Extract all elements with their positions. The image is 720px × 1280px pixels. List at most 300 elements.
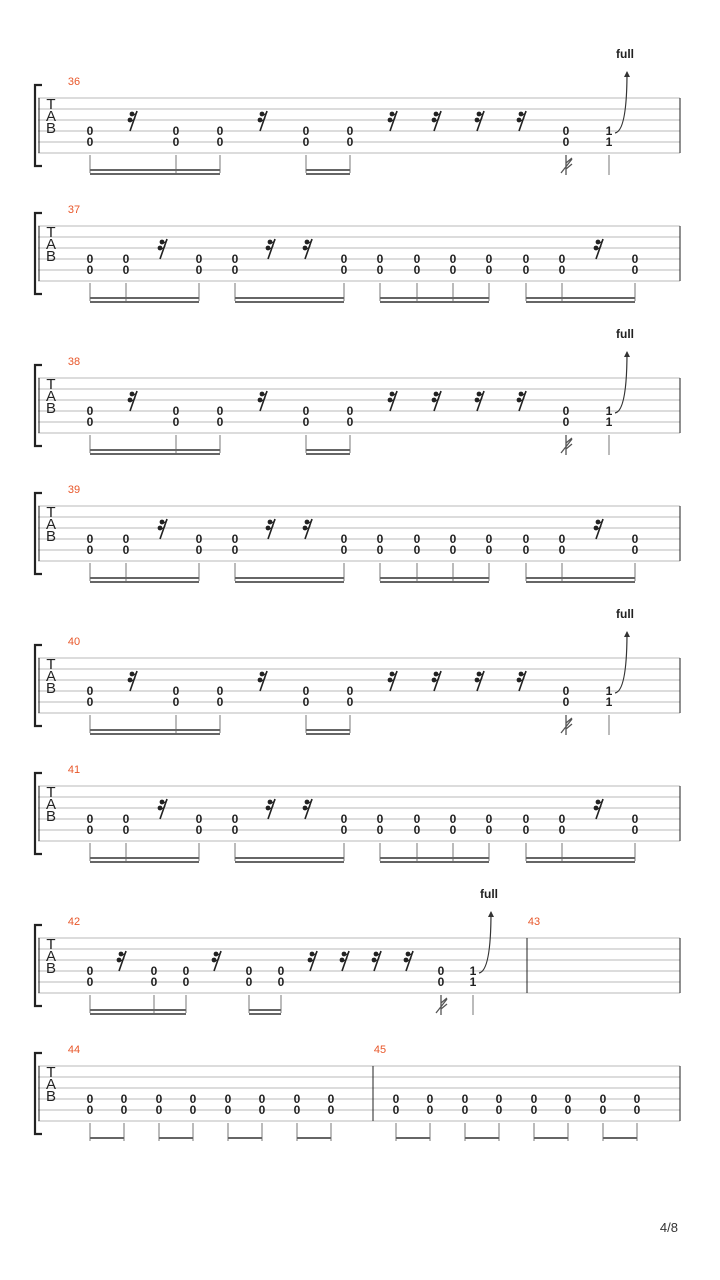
fret-number: 0 — [376, 252, 384, 266]
grace-note-fret: 0 — [562, 695, 570, 709]
fret-number: 0 — [495, 1092, 503, 1106]
page-number: 4/8 — [659, 1220, 678, 1235]
sixteenth-rest — [266, 239, 275, 259]
sixteenth-rest — [308, 951, 317, 971]
tab-system — [35, 327, 680, 455]
tab-system — [35, 204, 680, 303]
fret-number: 0 — [231, 263, 239, 277]
sixteenth-rest — [475, 671, 484, 691]
grace-note-fret: 0 — [437, 975, 445, 989]
fret-number: 0 — [413, 823, 421, 837]
grace-note-fret: 0 — [562, 404, 570, 418]
sixteenth-rest — [475, 391, 484, 411]
grace-note-fret: 0 — [562, 415, 570, 429]
measure-number: 38 — [67, 356, 81, 368]
tab-clef-letter: T — [46, 936, 56, 953]
fret-number: 0 — [485, 543, 493, 557]
fret-number: 0 — [293, 1092, 301, 1106]
fret-number: 0 — [413, 543, 421, 557]
sixteenth-rest — [517, 671, 526, 691]
fret-number: 0 — [449, 543, 457, 557]
measure-number: 36 — [67, 76, 81, 88]
fret-number: 0 — [302, 695, 310, 709]
fret-number: 0 — [122, 543, 130, 557]
fret-number: 0 — [346, 695, 354, 709]
sixteenth-rest — [517, 391, 526, 411]
fret-number: 0 — [461, 1103, 469, 1117]
beam — [90, 1137, 124, 1139]
tab-clef-letter: T — [46, 784, 56, 801]
fret-number: 0 — [189, 1103, 197, 1117]
fret-number: 0 — [231, 252, 239, 266]
fret-number: 0 — [86, 1103, 94, 1117]
bend-fret: 1 — [605, 135, 613, 149]
fret-number: 0 — [327, 1103, 335, 1117]
fret-number: 0 — [224, 1092, 232, 1106]
fret-number: 0 — [485, 263, 493, 277]
fret-number: 0 — [346, 135, 354, 149]
fret-number: 0 — [558, 823, 566, 837]
tab-clef-letter: B — [45, 248, 57, 265]
fret-number: 0 — [172, 415, 180, 429]
fret-number: 0 — [631, 543, 639, 557]
beam — [90, 169, 220, 171]
fret-number: 0 — [413, 263, 421, 277]
tab-system — [35, 887, 680, 1015]
beam — [380, 577, 489, 579]
fret-number: 0 — [86, 124, 94, 138]
fret-number: 0 — [86, 135, 94, 149]
beam — [90, 301, 199, 303]
fret-number: 0 — [122, 823, 130, 837]
fret-number: 0 — [120, 1103, 128, 1117]
fret-number: 0 — [86, 252, 94, 266]
fret-number: 0 — [449, 812, 457, 826]
fret-number: 0 — [277, 964, 285, 978]
fret-number: 0 — [340, 823, 348, 837]
fret-number: 0 — [522, 532, 530, 546]
fret-number: 0 — [522, 252, 530, 266]
fret-number: 0 — [376, 263, 384, 277]
fret-number: 0 — [182, 964, 190, 978]
measure-number: 41 — [67, 764, 81, 776]
fret-number: 0 — [327, 1092, 335, 1106]
fret-number: 0 — [392, 1103, 400, 1117]
sixteenth-rest — [258, 111, 267, 131]
beam — [306, 169, 350, 171]
fret-number: 0 — [340, 263, 348, 277]
fret-number: 0 — [195, 823, 203, 837]
fret-number: 0 — [216, 684, 224, 698]
beam — [465, 1137, 499, 1139]
sixteenth-rest — [128, 111, 137, 131]
sixteenth-rest — [258, 391, 267, 411]
beam — [90, 1009, 186, 1011]
tab-system — [35, 1044, 680, 1141]
fret-number: 0 — [172, 404, 180, 418]
fret-number: 0 — [485, 532, 493, 546]
fret-number: 0 — [558, 263, 566, 277]
fret-number: 0 — [522, 823, 530, 837]
beam — [380, 581, 489, 583]
tab-clef-letter: A — [45, 388, 57, 405]
fret-number: 0 — [86, 415, 94, 429]
beam — [90, 1013, 186, 1015]
fret-number: 0 — [86, 543, 94, 557]
bend-arrowhead — [624, 351, 630, 357]
fret-number: 0 — [195, 543, 203, 557]
beam — [90, 729, 220, 731]
tab-clef-letter: B — [45, 808, 57, 825]
tab-system — [35, 607, 680, 735]
fret-number: 0 — [86, 823, 94, 837]
sixteenth-rest — [594, 519, 603, 539]
fret-number: 0 — [216, 415, 224, 429]
fret-number: 0 — [216, 404, 224, 418]
fret-number: 0 — [216, 135, 224, 149]
fret-number: 0 — [522, 543, 530, 557]
sixteenth-rest — [432, 111, 441, 131]
fret-number: 0 — [86, 975, 94, 989]
fret-number: 0 — [392, 1092, 400, 1106]
fret-number: 0 — [302, 135, 310, 149]
bend-fret: 1 — [469, 975, 477, 989]
fret-number: 0 — [277, 975, 285, 989]
tab-clef-letter: A — [45, 668, 57, 685]
beam — [249, 1013, 281, 1015]
fret-number: 0 — [376, 823, 384, 837]
fret-number: 0 — [302, 124, 310, 138]
sixteenth-rest — [388, 111, 397, 131]
beam — [90, 857, 199, 859]
fret-number: 0 — [182, 975, 190, 989]
fret-number: 0 — [340, 543, 348, 557]
fret-number: 0 — [530, 1103, 538, 1117]
fret-number: 0 — [461, 1092, 469, 1106]
tab-clef-letter: A — [45, 236, 57, 253]
fret-number: 0 — [231, 812, 239, 826]
beam — [526, 581, 635, 583]
grace-note-fret: 0 — [562, 684, 570, 698]
fret-number: 0 — [122, 532, 130, 546]
fret-number: 0 — [122, 812, 130, 826]
beam — [306, 453, 350, 455]
fret-number: 0 — [172, 124, 180, 138]
fret-number: 0 — [216, 695, 224, 709]
beam — [235, 297, 344, 299]
fret-number: 0 — [376, 543, 384, 557]
fret-number: 0 — [258, 1092, 266, 1106]
fret-number: 0 — [172, 684, 180, 698]
tab-clef-letter: B — [45, 528, 57, 545]
fret-number: 0 — [150, 975, 158, 989]
fret-number: 0 — [122, 263, 130, 277]
beam — [90, 861, 199, 863]
beam — [526, 301, 635, 303]
fret-number: 0 — [245, 975, 253, 989]
fret-number: 0 — [485, 252, 493, 266]
fret-number: 0 — [346, 124, 354, 138]
bend-fret: 1 — [469, 964, 477, 978]
beam — [526, 577, 635, 579]
fret-number: 0 — [376, 532, 384, 546]
tab-clef-letter: B — [45, 960, 57, 977]
bend-fret: 1 — [605, 124, 613, 138]
tab-clef-letter: T — [46, 96, 56, 113]
fret-number: 0 — [172, 135, 180, 149]
fret-number: 0 — [195, 532, 203, 546]
fret-number: 0 — [346, 684, 354, 698]
fret-number: 0 — [195, 263, 203, 277]
tab-clef-letter: A — [45, 1076, 57, 1093]
fret-number: 0 — [449, 532, 457, 546]
bend-label: full — [616, 607, 634, 621]
fret-number: 0 — [495, 1103, 503, 1117]
sixteenth-rest — [117, 951, 126, 971]
grace-note-fret: 0 — [437, 964, 445, 978]
fret-number: 0 — [631, 812, 639, 826]
bend-curve — [615, 352, 627, 413]
fret-number: 0 — [413, 532, 421, 546]
fret-number: 0 — [231, 823, 239, 837]
bend-fret: 1 — [605, 404, 613, 418]
bend-curve — [479, 912, 491, 973]
sixteenth-rest — [303, 799, 312, 819]
fret-number: 0 — [426, 1092, 434, 1106]
fret-number: 0 — [346, 415, 354, 429]
bend-fret: 1 — [605, 415, 613, 429]
grace-note-fret: 0 — [562, 135, 570, 149]
fret-number: 0 — [120, 1092, 128, 1106]
tab-clef-letter: A — [45, 108, 57, 125]
tab-clef-letter: A — [45, 516, 57, 533]
sixteenth-rest — [128, 671, 137, 691]
measure-number: 37 — [67, 204, 81, 216]
beam — [380, 297, 489, 299]
bend-label: full — [480, 887, 498, 901]
beam — [235, 301, 344, 303]
bend-curve — [615, 632, 627, 693]
beam — [90, 449, 220, 451]
beam — [90, 297, 199, 299]
fret-number: 0 — [86, 532, 94, 546]
fret-number: 0 — [631, 252, 639, 266]
fret-number: 0 — [172, 695, 180, 709]
beam — [380, 857, 489, 859]
beam — [159, 1137, 193, 1139]
sixteenth-rest — [158, 799, 167, 819]
bend-arrowhead — [624, 631, 630, 637]
fret-number: 0 — [346, 404, 354, 418]
beam — [235, 861, 344, 863]
tab-system — [35, 484, 680, 583]
fret-number: 0 — [631, 823, 639, 837]
tab-system — [35, 764, 680, 863]
fret-number: 0 — [631, 263, 639, 277]
sixteenth-rest — [517, 111, 526, 131]
beam — [228, 1137, 262, 1139]
grace-note-stem — [436, 995, 447, 1015]
sixteenth-rest — [432, 391, 441, 411]
beam — [526, 857, 635, 859]
fret-number: 0 — [564, 1092, 572, 1106]
beam — [380, 301, 489, 303]
beam — [526, 297, 635, 299]
sixteenth-rest — [475, 111, 484, 131]
fret-number: 0 — [302, 404, 310, 418]
sixteenth-rest — [340, 951, 349, 971]
fret-number: 0 — [558, 812, 566, 826]
fret-number: 0 — [150, 964, 158, 978]
sixteenth-rest — [594, 799, 603, 819]
beam — [526, 861, 635, 863]
tab-clef-letter: T — [46, 504, 56, 521]
tab-clef-letter: T — [46, 376, 56, 393]
tab-clef-letter: B — [45, 680, 57, 697]
fret-number: 0 — [413, 252, 421, 266]
bend-fret: 1 — [605, 695, 613, 709]
fret-number: 0 — [155, 1103, 163, 1117]
fret-number: 0 — [231, 543, 239, 557]
bend-curve — [615, 72, 627, 133]
beam — [306, 733, 350, 735]
beam — [235, 581, 344, 583]
fret-number: 0 — [86, 1092, 94, 1106]
grace-note-stem — [561, 435, 572, 455]
beam — [380, 861, 489, 863]
beam — [90, 733, 220, 735]
bend-fret: 1 — [605, 684, 613, 698]
grace-note-stem — [561, 155, 572, 175]
beam — [534, 1137, 568, 1139]
fret-number: 0 — [195, 252, 203, 266]
fret-number: 0 — [340, 532, 348, 546]
measure-number: 39 — [67, 484, 81, 496]
beam — [306, 729, 350, 731]
fret-number: 0 — [302, 415, 310, 429]
sixteenth-rest — [128, 391, 137, 411]
fret-number: 0 — [86, 263, 94, 277]
fret-number: 0 — [426, 1103, 434, 1117]
tab-clef-letter: T — [46, 656, 56, 673]
fret-number: 0 — [258, 1103, 266, 1117]
fret-number: 0 — [86, 684, 94, 698]
tab-clef-letter: B — [45, 1088, 57, 1105]
beam — [90, 173, 220, 175]
fret-number: 0 — [522, 263, 530, 277]
fret-number: 0 — [231, 532, 239, 546]
beam — [306, 173, 350, 175]
fret-number: 0 — [340, 812, 348, 826]
sixteenth-rest — [388, 671, 397, 691]
measure-number: 40 — [67, 636, 81, 648]
fret-number: 0 — [530, 1092, 538, 1106]
sixteenth-rest — [212, 951, 221, 971]
fret-number: 0 — [522, 812, 530, 826]
fret-number: 0 — [189, 1092, 197, 1106]
beam — [235, 577, 344, 579]
fret-number: 0 — [293, 1103, 301, 1117]
grace-note-stem — [561, 715, 572, 735]
grace-note-fret: 0 — [562, 124, 570, 138]
fret-number: 0 — [86, 812, 94, 826]
fret-number: 0 — [216, 124, 224, 138]
sixteenth-rest — [404, 951, 413, 971]
bend-label: full — [616, 47, 634, 61]
measure-number: 44 — [67, 1044, 81, 1056]
sixteenth-rest — [303, 239, 312, 259]
fret-number: 0 — [599, 1103, 607, 1117]
fret-number: 0 — [631, 532, 639, 546]
beam — [90, 577, 199, 579]
fret-number: 0 — [86, 695, 94, 709]
fret-number: 0 — [340, 252, 348, 266]
beam — [90, 453, 220, 455]
fret-number: 0 — [413, 812, 421, 826]
fret-number: 0 — [195, 812, 203, 826]
measure-number: 42 — [67, 916, 81, 928]
sixteenth-rest — [266, 519, 275, 539]
tab-system — [35, 47, 680, 175]
sixteenth-rest — [303, 519, 312, 539]
fret-number: 0 — [558, 532, 566, 546]
beam — [90, 581, 199, 583]
fret-number: 0 — [633, 1103, 641, 1117]
tab-clef-letter: B — [45, 400, 57, 417]
sixteenth-rest — [432, 671, 441, 691]
fret-number: 0 — [485, 823, 493, 837]
fret-number: 0 — [558, 252, 566, 266]
measure-number: 45 — [373, 1044, 387, 1056]
sixteenth-rest — [266, 799, 275, 819]
fret-number: 0 — [302, 684, 310, 698]
sixteenth-rest — [158, 239, 167, 259]
fret-number: 0 — [245, 964, 253, 978]
sixteenth-rest — [388, 391, 397, 411]
fret-number: 0 — [376, 812, 384, 826]
fret-number: 0 — [155, 1092, 163, 1106]
fret-number: 0 — [224, 1103, 232, 1117]
measure-number: 43 — [527, 916, 541, 928]
bend-label: full — [616, 327, 634, 341]
sixteenth-rest — [594, 239, 603, 259]
fret-number: 0 — [86, 404, 94, 418]
fret-number: 0 — [564, 1103, 572, 1117]
tab-clef-letter: A — [45, 796, 57, 813]
beam — [235, 857, 344, 859]
fret-number: 0 — [449, 252, 457, 266]
beam — [297, 1137, 331, 1139]
tab-clef-letter: A — [45, 948, 57, 965]
sixteenth-rest — [258, 671, 267, 691]
beam — [396, 1137, 430, 1139]
sixteenth-rest — [372, 951, 381, 971]
tab-clef-letter: T — [46, 1064, 56, 1081]
bend-arrowhead — [624, 71, 630, 77]
beam — [306, 449, 350, 451]
fret-number: 0 — [485, 812, 493, 826]
tab-clef-letter: T — [46, 224, 56, 241]
fret-number: 0 — [449, 823, 457, 837]
beam — [603, 1137, 637, 1139]
sixteenth-rest — [158, 519, 167, 539]
fret-number: 0 — [599, 1092, 607, 1106]
bend-arrowhead — [488, 911, 494, 917]
fret-number: 0 — [633, 1092, 641, 1106]
tab-clef-letter: B — [45, 120, 57, 137]
fret-number: 0 — [86, 964, 94, 978]
fret-number: 0 — [122, 252, 130, 266]
